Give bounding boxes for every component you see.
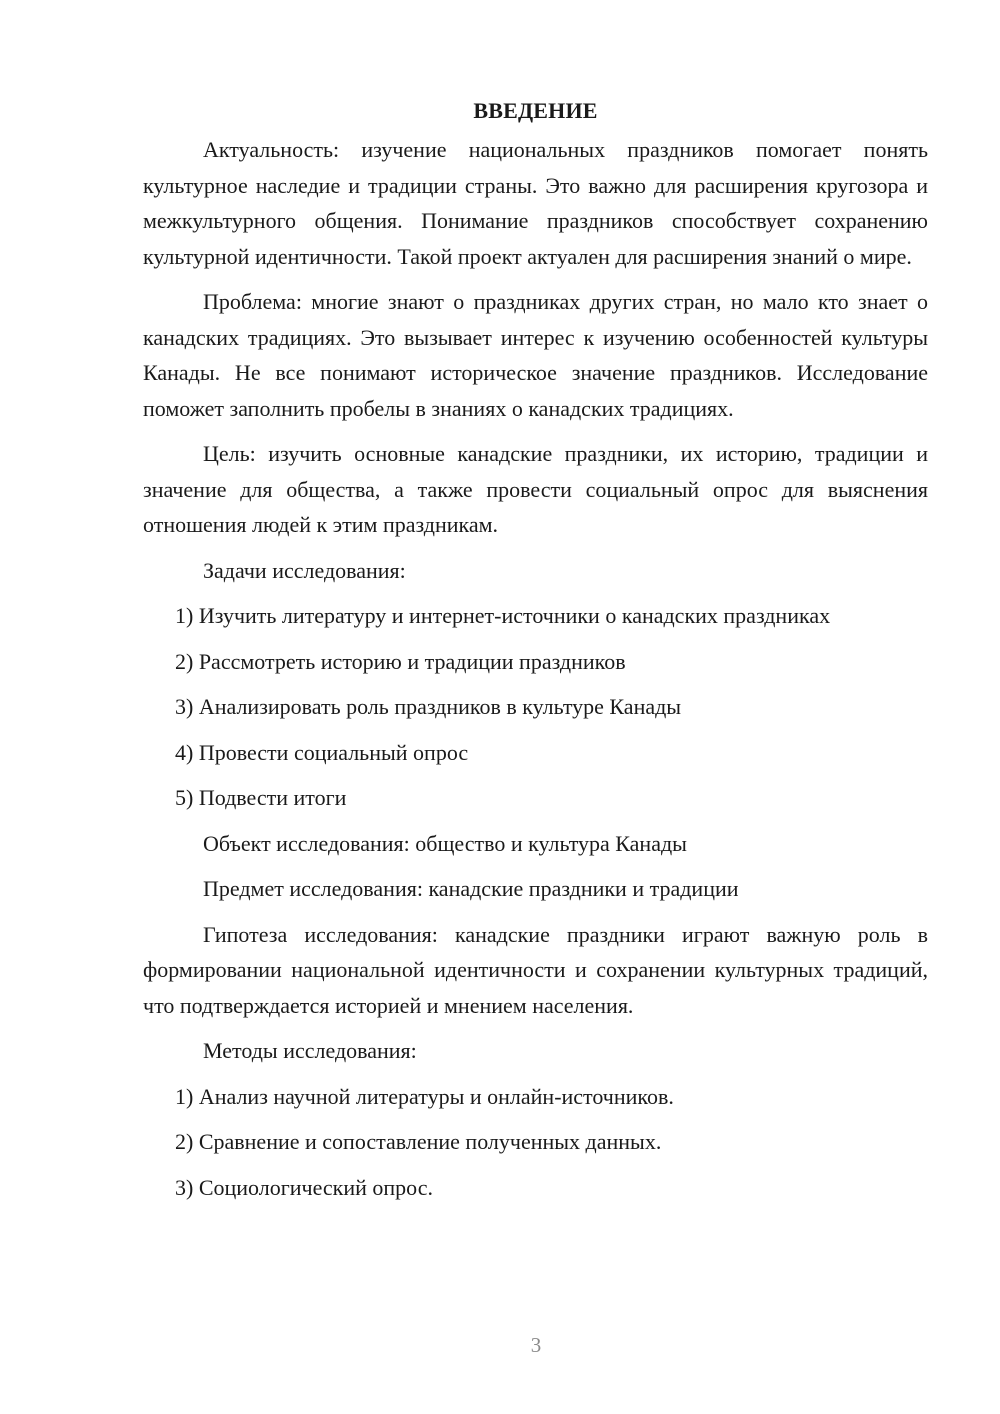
method-item: 1) Анализ научной литературы и онлайн-источников.: [175, 1083, 674, 1109]
task-item: 2) Рассмотреть историю и традиции праздников: [175, 648, 626, 674]
tasks-label: Задачи исследования:: [203, 557, 406, 583]
page-number: 3: [530, 1333, 542, 1357]
task-item: 5) Подвести итоги: [175, 785, 347, 810]
problem-paragraph: Проблема: многие знают о праздниках других стран, но мало кто знает о канадских традициях. Это вызывает интерес к изучению особенностей культуры Канады. Не все понимают историческое значение праздников. Исследование поможет заполнить пробелы в знаниях о канадских традициях.: [143, 289, 928, 421]
document-page: [143, 96, 928, 1215]
method-item: 3) Социологический опрос.: [175, 1174, 433, 1200]
subject-line: Предмет исследования: канадские праздники и традиции: [203, 876, 739, 901]
task-item: 4) Провести социальный опрос: [175, 739, 469, 765]
object-line: Объект исследования: общество и культура Канады: [203, 830, 687, 856]
method-item: 2) Сравнение и сопоставление полученных данных.: [175, 1129, 662, 1154]
task-item: 3) Анализировать роль праздников в культуре Канады: [175, 694, 682, 719]
section-heading: ВВЕДЕНИЕ: [473, 98, 598, 123]
goal-paragraph: Цель: изучить основные канадские праздники, их историю, традиции и значение для общества, а также провести социальный опрос для выяснения отношения людей к этим праздникам.: [143, 441, 928, 537]
hypothesis-paragraph: Гипотеза исследования: канадские праздники играют важную роль в формировании национальной идентичности и сохранении культурных традиций, что подтверждается историей и мнением населения.: [143, 921, 928, 1018]
task-item: 1) Изучить литературу и интернет-источники о канадских праздниках: [175, 603, 831, 628]
methods-label: Методы исследования:: [203, 1038, 417, 1063]
relevance-paragraph: Актуальность: изучение национальных праздников помогает понять культурное наследие и традиции страны. Это важно для расширения кругозора и межкультурного общения. Понимание праздников способствует сохранению культурной идентичности. Такой проект актуален для расширения знаний о мире.: [143, 137, 928, 269]
